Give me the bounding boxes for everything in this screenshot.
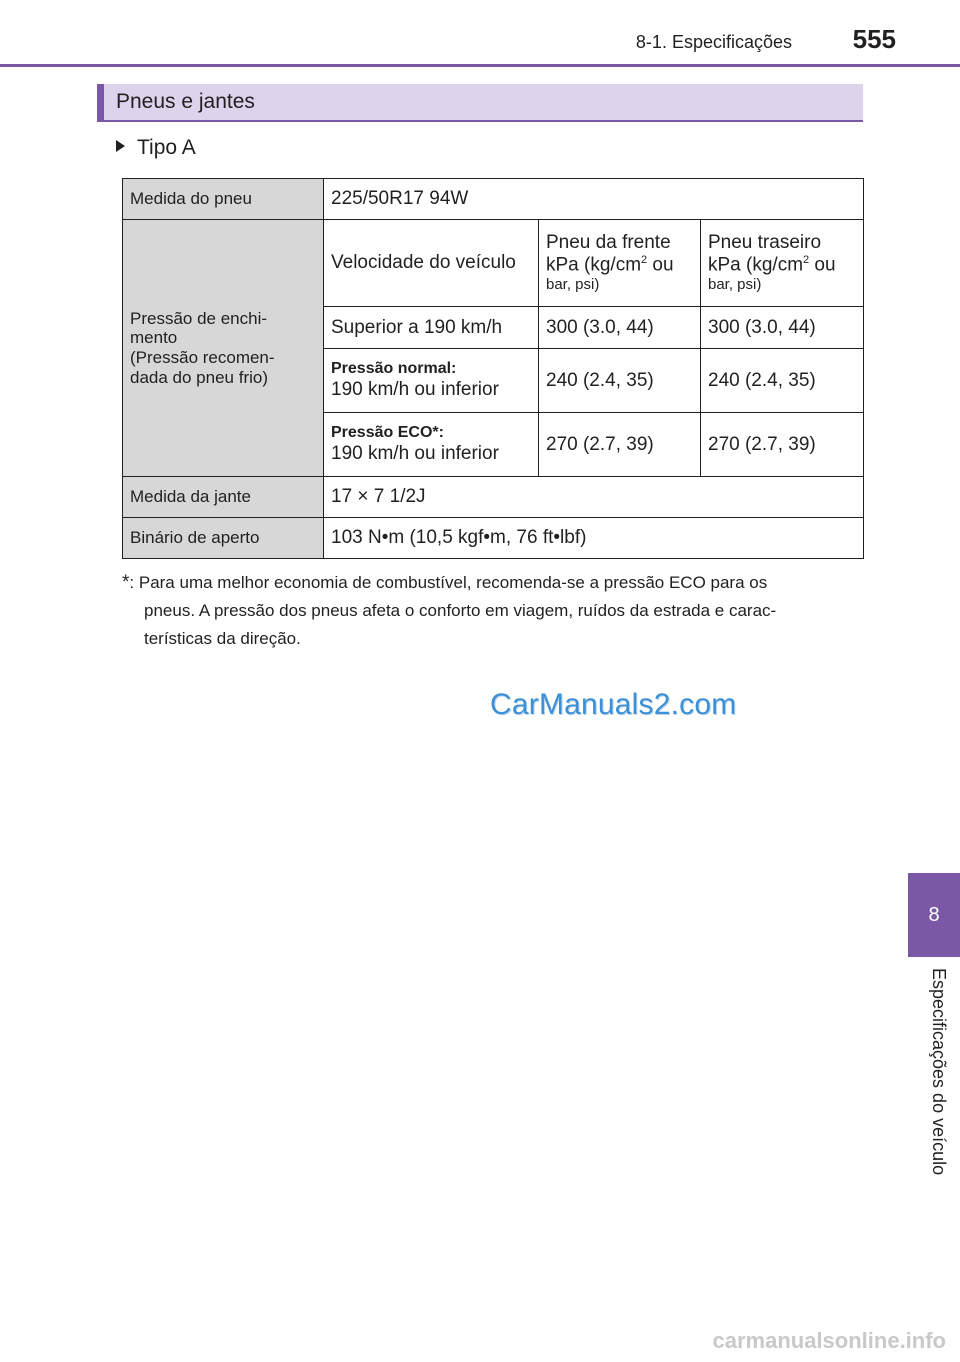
rear-tire-header [701, 220, 864, 307]
tire-size-label: Medida do pneu [123, 179, 324, 220]
type-label: Tipo A [137, 136, 196, 159]
pressure-label-line: (Pressão recomen- [130, 348, 275, 367]
condition-cell [324, 349, 539, 413]
footnote-text: : Para uma melhor economia de combustível, recomenda-se a pressão ECO para os [129, 573, 768, 592]
front-header-line: Pneu da frente [546, 232, 671, 254]
header-divider [0, 64, 960, 67]
type-bullet [116, 136, 196, 160]
footnote [122, 569, 860, 653]
speed-header: Velocidade do veículo [324, 220, 539, 307]
tire-size-value: 225/50R17 94W [324, 179, 864, 220]
front-tire-header [539, 220, 701, 307]
front-header-unit: kPa ($kg/cm^2$ ou [546, 254, 674, 276]
table-row [123, 518, 864, 559]
footer-watermark: carmanualsonline.info [712, 1328, 946, 1353]
pressure-label-line: mento [130, 328, 178, 348]
footnote-line [122, 569, 860, 597]
footnote-line: pneus. A pressão dos pneus afeta o conforto em viagem, ruídos da estrada e carac- [144, 601, 777, 620]
rear-header-line: Pneu traseiro [708, 232, 822, 254]
wheel-size-value: 17 × 7 1/2J [324, 477, 864, 518]
chapter-title: Especificações do veículo [929, 968, 949, 1176]
tire-spec-table [122, 178, 864, 559]
page-number: 555 [852, 24, 896, 54]
rear-header-unit: kPa ($kg/cm^2$ ou [708, 254, 836, 276]
front-pressure-cell: 270 (2.7, 39) [539, 413, 701, 477]
rear-header-unit-line: bar, psi) [708, 276, 762, 294]
condition-title: Pressão ECO*: [331, 424, 444, 442]
table-row [123, 220, 864, 307]
condition-title: Pressão normal: [331, 360, 457, 378]
front-pressure-cell: 240 (2.4, 35) [539, 349, 701, 413]
table-row [123, 179, 864, 220]
front-header-unit-line: bar, psi) [546, 276, 600, 294]
section-title: Pneus e jantes [116, 90, 255, 113]
section-banner [97, 84, 863, 122]
condition-cell: Superior a 190 km/h [324, 307, 539, 349]
front-pressure-cell: 300 (3.0, 44) [539, 307, 701, 349]
wheel-size-label: Medida da jante [123, 477, 324, 518]
footnote-mark: * [122, 572, 130, 593]
triangle-bullet-icon [116, 140, 125, 152]
watermark-logo: CarManuals2.com [490, 688, 737, 721]
table-row [123, 477, 864, 518]
condition-detail: 190 km/h ou inferior [331, 442, 499, 464]
torque-label: Binário de aperto [123, 518, 324, 559]
pressure-label-line: Pressão de enchi- [130, 308, 268, 328]
condition-cell [324, 413, 539, 477]
torque-value: 103 N•m (10,5 kgf•m, 76 ft•lbf) [324, 518, 864, 559]
rear-pressure-cell: 240 (2.4, 35) [701, 349, 864, 413]
chapter-tab: 8 [908, 873, 960, 957]
condition-detail: 190 km/h ou inferior [331, 378, 499, 400]
rear-pressure-cell: 300 (3.0, 44) [701, 307, 864, 349]
header-section-title: 8-1. Especificações [635, 32, 792, 52]
footnote-line: terísticas da direção. [144, 629, 301, 648]
pressure-label-line: dada do pneu frio) [130, 367, 268, 387]
rear-pressure-cell: 270 (2.7, 39) [701, 413, 864, 477]
pressure-label [123, 220, 324, 477]
